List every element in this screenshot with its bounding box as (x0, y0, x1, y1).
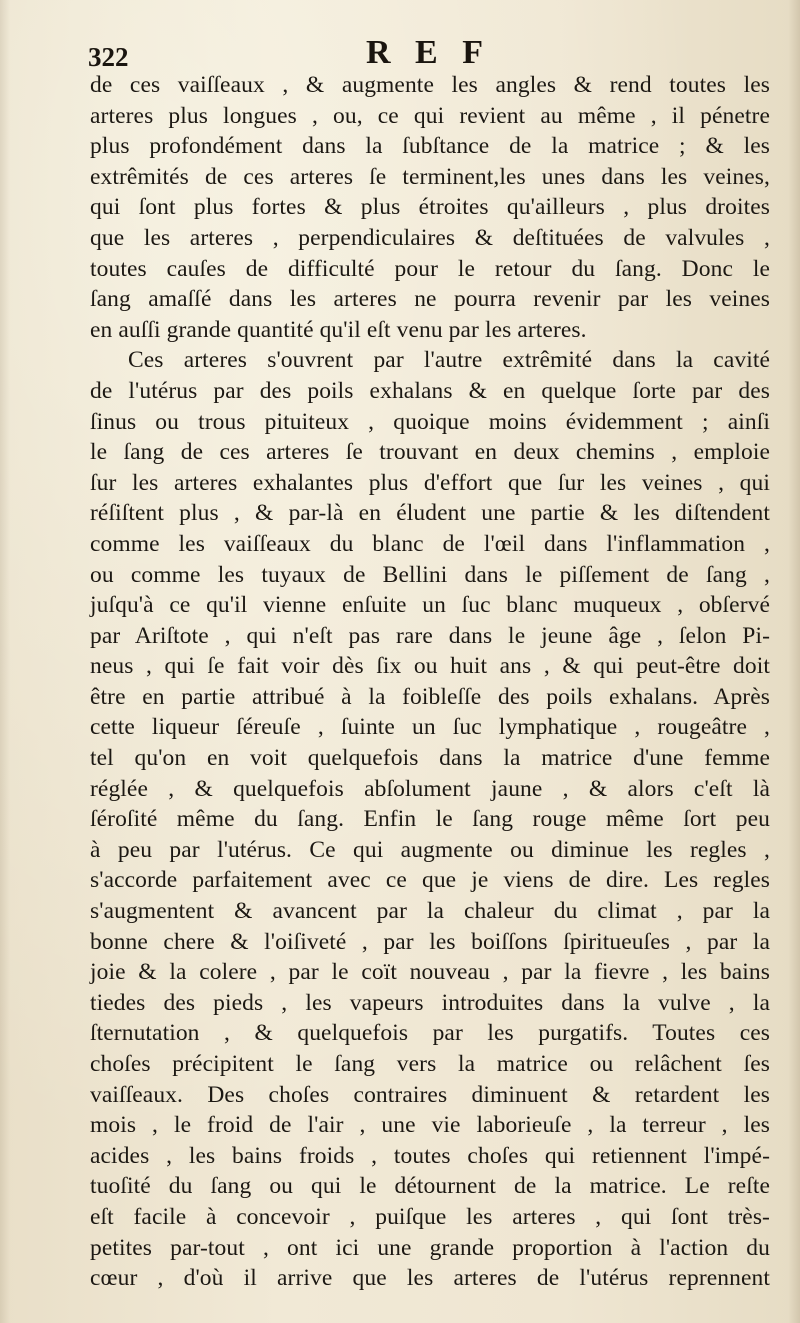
text-line: Ces arteres s'ouvrent par l'autre extrêmité dans la cavité (128, 347, 770, 374)
text-line: de ces vaiſſeaux , & augmente les angles & rend toutes les (90, 72, 770, 98)
text-line: cœur , d'où il arrive que les arteres de l'utérus reprennent (90, 1265, 770, 1292)
text-line: ſéroſité même du ſang. Enfin le ſang rouge même ſort peu (90, 806, 770, 833)
text-line: vaiſſeaux. Des choſes contraires diminuent & retardent les (90, 1081, 770, 1108)
text-line: bonne chere & l'oiſiveté , par les boiſſons ſpiritueuſes , par la (90, 928, 770, 955)
text-line: que les arteres , perpendiculaires & deſtituées de valvules , (90, 224, 770, 251)
running-head: R E F (366, 34, 491, 71)
text-line: comme les vaiſſeaux du blanc de l'œil dans l'inflammation , (90, 530, 770, 557)
text-line: juſqu'à ce qu'il vienne enſuite un ſuc blanc muqueux , obſervé (90, 592, 770, 619)
text-line: joie & la colere , par le coït nouveau , par la fievre , les bains (90, 959, 770, 986)
text-line: tiedes des pieds , les vapeurs introduites dans la vulve , la (90, 989, 770, 1016)
text-line: s'accorde parfaitement avec ce que je viens de dire. Les regles (90, 867, 770, 894)
text-line: cette liqueur ſéreuſe , ſuinte un ſuc lymphatique , rougeâtre , (90, 714, 770, 741)
text-line: le ſang de ces arteres ſe trouvant en deux chemins , emploie (90, 439, 770, 466)
text-line: eſt facile à concevoir , puiſque les arteres , qui ſont très- (90, 1203, 770, 1230)
text-line: en auſſi grande quantité qu'il eſt venu par les arteres. (90, 316, 587, 343)
text-line: tel qu'on en voit quelquefois dans la matrice d'une femme (90, 745, 770, 772)
text-line: qui ſont plus fortes & plus étroites qu'ailleurs , plus droites (90, 194, 770, 221)
text-line: extrêmités de ces arteres ſe terminent,les unes dans les veines, (90, 163, 770, 190)
text-line: à peu par l'utérus. Ce qui augmente ou diminue les regles , (90, 836, 770, 863)
text-line: par Ariſtote , qui n'eſt pas rare dans le jeune âge , ſelon Pi- (90, 622, 770, 649)
text-line: neus , qui ſe fait voir dès ſix ou huit ans , & qui peut-être doit (90, 653, 770, 680)
text-line: de l'utérus par des poils exhalans & en quelque ſorte par des (90, 377, 770, 404)
text-line: tuoſité du ſang ou qui le détournent de la matrice. Le reſte (90, 1173, 770, 1200)
page-number: 322 (88, 42, 129, 72)
page-edge-shadow-right (788, 0, 800, 1323)
text-line: ou comme les tuyaux de Bellini dans le piſſement de ſang , (90, 561, 770, 588)
text-line: choſes précipitent le ſang vers la matrice ou relâchent ſes (90, 1051, 770, 1077)
text-line: ſternutation , & quelquefois par les purgatifs. Toutes ces (90, 1020, 770, 1047)
text-line: mois , le froid de l'air , une vie laborieuſe , la terreur , les (90, 1112, 770, 1139)
page-edge-shadow-left (0, 0, 10, 1323)
text-line: petites par-tout , ont ici une grande proportion à l'action du (90, 1234, 770, 1261)
text-line: ſur les arteres exhalantes plus d'effort que ſur les veines , qui (90, 469, 770, 496)
text-line: ſang amaſſé dans les arteres ne pourra revenir par les veines (90, 286, 770, 313)
text-line: s'augmentent & avancent par la chaleur du climat , par la (90, 898, 770, 925)
text-line: réſiſtent plus , & par-là en éludent une partie & les diſtendent (90, 500, 770, 527)
body-text (90, 70, 770, 1294)
text-line: arteres plus longues , ou, ce qui revient au même , il pénetre (90, 102, 770, 129)
text-line: réglée , & quelquefois abſolument jaune , & alors c'eſt là (90, 775, 770, 802)
text-line: ſinus ou trous pituiteux , quoique moins évidemment ; ainſi (90, 408, 770, 435)
text-line: être en partie attribué à la foibleſſe des poils exhalans. Après (90, 683, 770, 710)
text-line: acides , les bains froids , toutes choſes qui retiennent l'impé- (90, 1142, 770, 1169)
text-line: toutes cauſes de difficulté pour le retour du ſang. Donc le (90, 255, 770, 282)
text-line: plus profondément dans la ſubſtance de la matrice ; & les (90, 133, 770, 160)
